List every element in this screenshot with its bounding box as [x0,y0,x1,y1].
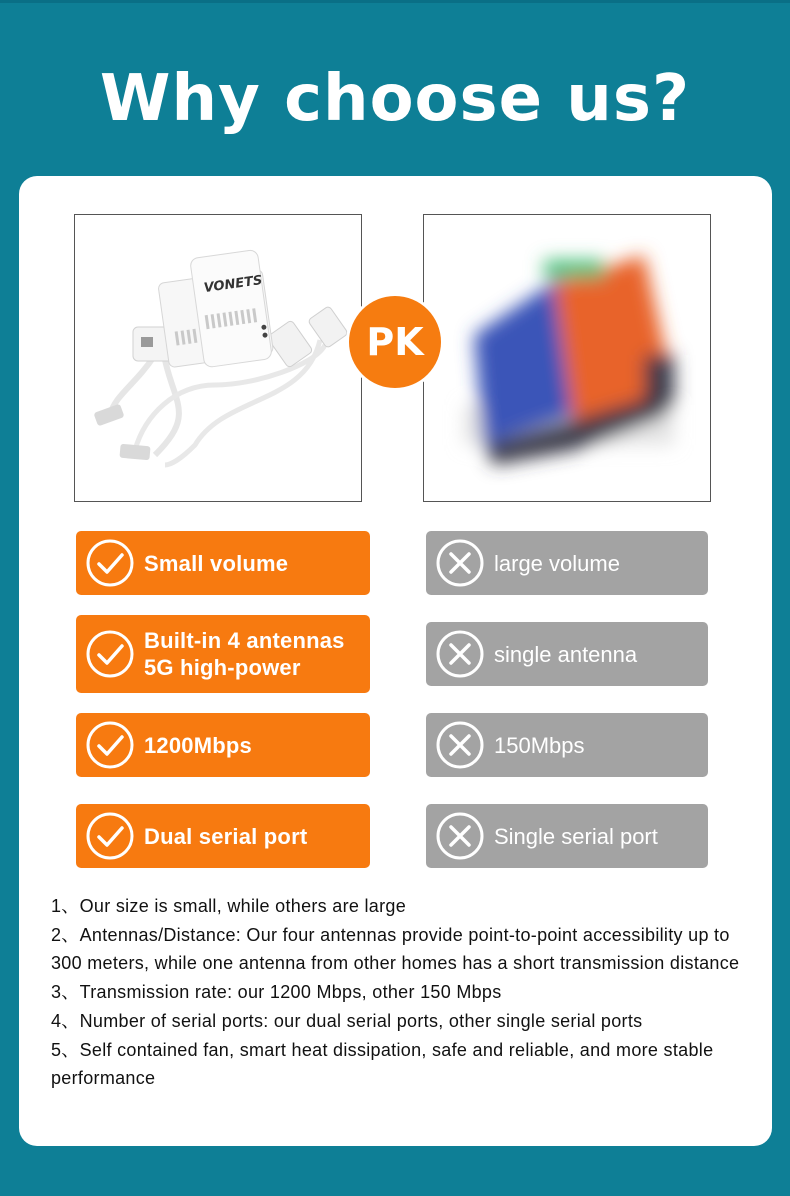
their-feature-large-volume [426,531,708,595]
their-feature-label: Single serial port [494,823,658,849]
note-item-2: 2、Antennas/Distance: Our four antennas provide point-to-point accessibility up to 300 meters, while one antenna from other homes has a short transmission distance [51,924,740,974]
page-title: Why choose us? [99,62,691,136]
our-feature-antennas [76,615,370,693]
our-feature-label-line-1: Built-in 4 antennas [144,628,345,653]
our-feature-label: Small volume [144,550,289,576]
notes-list [51,892,751,1093]
our-feature-speed [76,713,370,777]
competitor-product-photo [423,214,711,502]
note-item-4: 4、Number of serial ports: our dual serial ports, other single serial ports [51,1010,643,1031]
check-circle-icon [85,811,135,861]
top-border [0,0,790,3]
x-circle-icon [435,811,485,861]
router-illustration [75,215,362,502]
x-circle-icon [435,629,485,679]
check-circle-icon [85,538,135,588]
note-item-5: 5、Self contained fan, smart heat dissipation, safe and reliable, and more stable performance [51,1039,714,1089]
our-feature-small-volume [76,531,370,595]
note-item-3: 3、Transmission rate: our 1200 Mbps, other 150 Mbps [51,982,502,1003]
pk-badge: PK [349,296,441,388]
their-feature-serial-port [426,804,708,868]
our-feature-label-line-2: 5G high-power [144,655,301,680]
note-item-1: 1、Our size is small, while others are large [51,896,407,916]
our-product-photo [74,214,362,502]
x-circle-icon [435,720,485,770]
their-feature-label: 150Mbps [494,732,585,758]
blurred-device-illustration [424,215,711,502]
comparison-card [19,176,772,1146]
their-feature-label: single antenna [494,641,638,667]
check-circle-icon [85,720,135,770]
x-circle-icon [435,538,485,588]
check-circle-icon [85,629,135,679]
our-feature-serial-port [76,804,370,868]
brand-logo: VONETS [202,273,264,297]
their-feature-speed [426,713,708,777]
their-feature-label: large volume [494,550,620,576]
our-feature-label: 1200Mbps [144,732,252,758]
their-feature-single-antenna [426,622,708,686]
our-feature-label: Dual serial port [144,823,308,849]
